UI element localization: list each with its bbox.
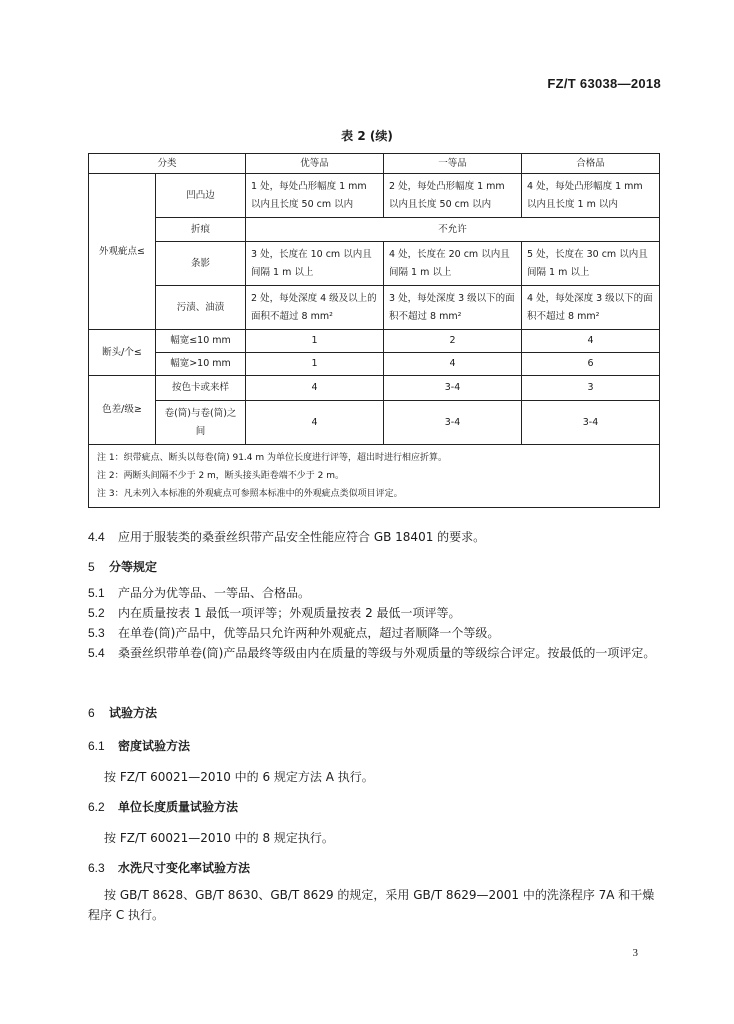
clause-number: 5.4 — [88, 646, 105, 660]
table-caption: 表 2 (续) — [341, 129, 393, 143]
clause-text: 应用于服装类的桑蚕丝织带产品安全性能应符合 GB 18401 的要求。 — [118, 530, 486, 544]
clause-6-1-heading — [88, 736, 660, 756]
cell-pass: 4 — [522, 330, 660, 353]
note-2: 注 2：两断头间隔不少于 2 m，断头接头距卷端不少于 2 m。 — [97, 471, 345, 481]
table-row — [89, 218, 660, 242]
section-number: 5 — [88, 560, 95, 574]
cell-top: 4 — [246, 401, 384, 445]
item-label: 按色卡或来样 — [156, 376, 246, 401]
cell-top: 1 — [246, 353, 384, 376]
item-label: 幅宽>10 mm — [156, 353, 246, 376]
clause-text: 在单卷(筒)产品中，优等品只允许两种外观疵点，超过者顺降一个等级。 — [118, 626, 500, 640]
cell-pass: 3 — [522, 376, 660, 401]
group-color-label: 色差/级≥ — [89, 376, 156, 445]
clause-5-2 — [88, 603, 660, 623]
cell-top: 4 — [246, 376, 384, 401]
clause-text: 产品分为优等品、一等品、合格品。 — [118, 586, 311, 600]
clause-number: 6.1 — [88, 739, 105, 753]
cell-pass: 4 处，每处凸形幅度 1 mm 以内且长度 1 m 以内 — [522, 174, 660, 218]
item-label: 条影 — [156, 242, 246, 286]
section-6-heading — [88, 703, 660, 723]
group-appearance-label: 外观疵点≤ — [89, 174, 156, 330]
item-label: 幅宽≤10 mm — [156, 330, 246, 353]
clause-text: 内在质量按表 1 最低一项评等；外观质量按表 2 最低一项评等。 — [118, 606, 461, 620]
clause-6-2-heading — [88, 797, 660, 817]
cell-merged: 不允许 — [246, 218, 660, 242]
clause-6-2-text: 按 FZ/T 60021—2010 中的 8 规定执行。 — [104, 831, 334, 845]
cell-first: 2 — [384, 330, 522, 353]
cell-top: 2 处，每处深度 4 级及以上的面积不超过 8 mm² — [246, 286, 384, 330]
header-category: 分类 — [89, 154, 246, 174]
clause-text: 桑蚕丝织带单卷(筒)产品最终等级由内在质量的等级与外观质量的等级综合评定。按最低的一项评定。 — [118, 646, 656, 660]
section-title: 试验方法 — [109, 706, 158, 720]
clause-6-3-text: 按 GB/T 8628、GB/T 8630、GB/T 8629 的规定，采用 GB/T 8629—2001 中的洗涤程序 7A 和干燥程序 C 执行。 — [88, 888, 655, 922]
header-first-grade: 一等品 — [384, 154, 522, 174]
clause-number: 5.1 — [88, 586, 105, 600]
clause-number: 4.4 — [88, 530, 105, 544]
table-notes-row — [89, 445, 660, 508]
section-title: 分等规定 — [109, 560, 158, 574]
document-code: FZ/T 63038—2018 — [547, 76, 661, 91]
item-label: 折痕 — [156, 218, 246, 242]
table-row — [89, 401, 660, 445]
cell-first: 3 处，每处深度 3 级以下的面积不超过 8 mm² — [384, 286, 522, 330]
clause-5-4 — [88, 643, 660, 663]
clause-5-3 — [88, 623, 660, 643]
table-row — [89, 376, 660, 401]
clause-number: 5.2 — [88, 606, 105, 620]
note-3: 注 3：凡未列入本标准的外观疵点可参照本标准中的外观疵点类似项目评定。 — [97, 489, 403, 499]
cell-first: 4 处，长度在 20 cm 以内且间隔 1 m 以上 — [384, 242, 522, 286]
cell-pass: 4 处，每处深度 3 级以下的面积不超过 8 mm² — [522, 286, 660, 330]
header-top-grade: 优等品 — [246, 154, 384, 174]
cell-pass: 5 处，长度在 30 cm 以内且间隔 1 m 以上 — [522, 242, 660, 286]
table-notes — [89, 445, 660, 508]
cell-first: 2 处，每处凸形幅度 1 mm 以内且长度 50 cm 以内 — [384, 174, 522, 218]
item-label: 凹凸边 — [156, 174, 246, 218]
table-row — [89, 174, 660, 218]
cell-pass: 3-4 — [522, 401, 660, 445]
clause-6-1-text: 按 FZ/T 60021—2010 中的 6 规定方法 A 执行。 — [104, 770, 374, 784]
group-breaks-label: 断头/个≤ — [89, 330, 156, 376]
table-row — [89, 330, 660, 353]
cell-top: 1 处，每处凸形幅度 1 mm 以内且长度 50 cm 以内 — [246, 174, 384, 218]
cell-top: 1 — [246, 330, 384, 353]
table-row — [89, 353, 660, 376]
clause-title: 单位长度质量试验方法 — [118, 800, 239, 814]
item-label: 卷(筒)与卷(筒)之间 — [156, 401, 246, 445]
section-number: 6 — [88, 706, 95, 720]
clause-6-3-heading — [88, 858, 660, 878]
section-5-heading — [88, 557, 660, 577]
cell-top: 3 处，长度在 10 cm 以内且间隔 1 m 以上 — [246, 242, 384, 286]
clause-number: 6.2 — [88, 800, 105, 814]
table-header-row — [89, 154, 660, 174]
header-pass-grade: 合格品 — [522, 154, 660, 174]
clause-4-4 — [88, 527, 660, 547]
clause-5-1 — [88, 583, 660, 603]
appearance-quality-table — [88, 153, 660, 508]
item-label: 污渍、油渍 — [156, 286, 246, 330]
note-1: 注 1：织带疵点、断头以每卷(筒) 91.4 m 为单位长度进行评等，超出时进行相应折算。 — [97, 453, 448, 463]
cell-first: 3-4 — [384, 376, 522, 401]
table-row — [89, 286, 660, 330]
clause-number: 6.3 — [88, 861, 105, 875]
clause-title: 水洗尺寸变化率试验方法 — [118, 861, 251, 875]
page-number: 3 — [632, 947, 638, 959]
cell-pass: 6 — [522, 353, 660, 376]
cell-first: 4 — [384, 353, 522, 376]
table-row — [89, 242, 660, 286]
cell-first: 3-4 — [384, 401, 522, 445]
clause-title: 密度试验方法 — [118, 739, 191, 753]
clause-number: 5.3 — [88, 626, 105, 640]
